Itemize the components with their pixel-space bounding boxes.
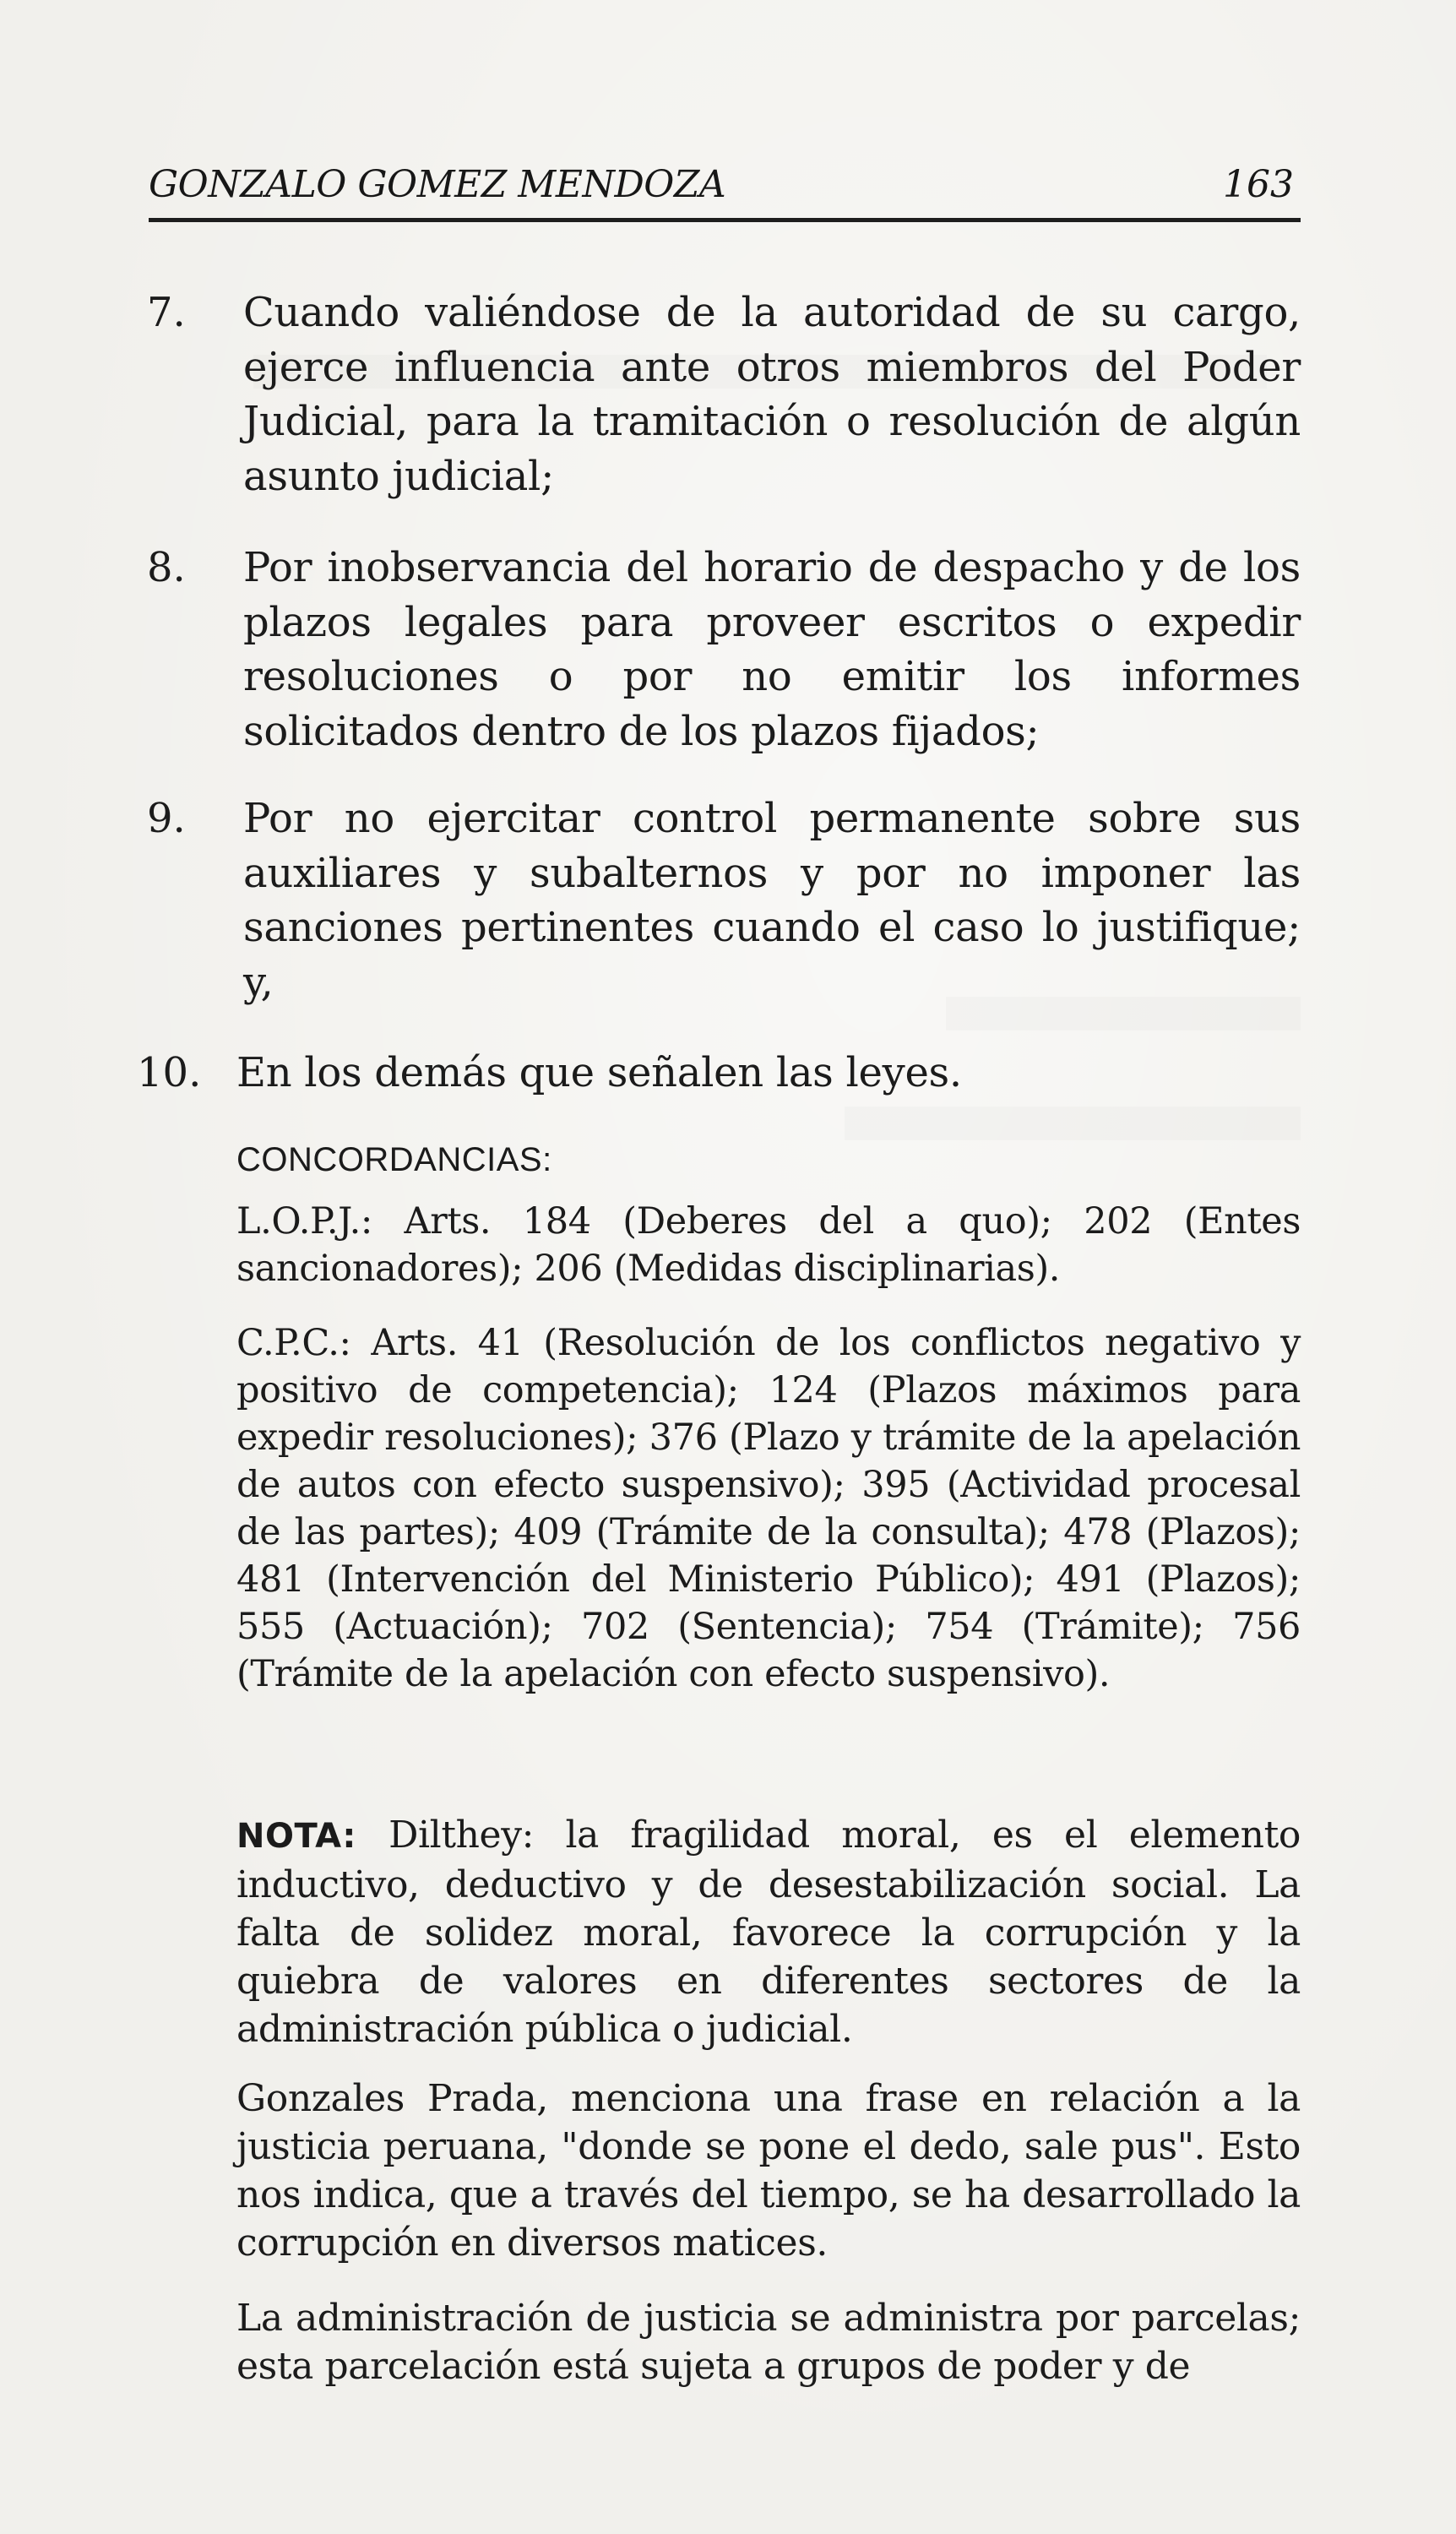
header-rule — [149, 218, 1301, 222]
page-number: 163 — [1223, 163, 1294, 206]
list-item-number: 7. — [147, 289, 186, 336]
concordancia-lopj: L.O.P.J.: Arts. 184 (Deberes del a quo); 202 (Entes sancionadores); 206 (Medidas disciplinarias). — [236, 1200, 1301, 1290]
nota-paragraph-1 — [236, 1811, 1301, 2053]
list-item-text: Cuando valiéndose de la autoridad de su cargo, ejerce influencia ante otros miembros del Poder Judicial, para la tramitación o resolución de algún asunto judicial; — [243, 289, 1301, 500]
list-item-text: En los demás que señalen las leyes. — [236, 1049, 962, 1096]
list-item-text: Por no ejercitar control permanente sobre sus auxiliares y subalternos y por no imponer las sanciones pertinentes cuando el caso lo justifique; y, — [243, 795, 1301, 1006]
list-item-number: 8. — [147, 544, 186, 591]
list-item-number: 9. — [147, 795, 186, 842]
list-item-text: Por inobservancia del horario de despacho y de los plazos legales para proveer escritos o expedir resoluciones o por no emitir los informes solicitados dentro de los plazos fijados; — [243, 544, 1301, 755]
bleed-through-decoration — [845, 1107, 1301, 1140]
nota-text: Dilthey: la fragilidad moral, es el elemento inductivo, deductivo y de desestabilización social. La falta de solidez moral, favorece la corrupción y la quiebra de valores en diferentes sectores de la administración pública o judicial. — [236, 1813, 1301, 2051]
nota-label: NOTA: — [236, 1817, 389, 1856]
list-item-number: 10. — [137, 1049, 202, 1096]
running-head — [149, 160, 1301, 211]
concordancias-heading: CONCORDANCIAS: — [236, 1141, 552, 1178]
running-title: GONZALO GOMEZ MENDOZA — [149, 163, 726, 206]
concordancia-cpc: C.P.C.: Arts. 41 (Resolución de los conflictos negativo y positivo de competencia); 124 (Plazos máximos para expedir resoluciones); 376 (Plazo y trámite de la apelación de autos con efecto suspensivo); 395 (Actividad procesal de las partes); 409 (Trámite de la consulta); 478 (Plazos); 481 (Intervención del Ministerio Público); 491 (Plazos); 555 (Actuación); 702 (Sentencia); 754 (Trámite); 756 (Trámite de la apelación con efecto suspensivo). — [236, 1322, 1301, 1695]
nota-paragraph-3: La administración de justicia se administra por parcelas; esta parcelación está sujeta a grupos de poder y de — [236, 2297, 1301, 2388]
nota-paragraph-2: Gonzales Prada, menciona una frase en relación a la justicia peruana, "donde se pone el dedo, sale pus". Esto nos indica, que a través del tiempo, se ha desarrollado la corrupción en diversos matices. — [236, 2077, 1301, 2265]
